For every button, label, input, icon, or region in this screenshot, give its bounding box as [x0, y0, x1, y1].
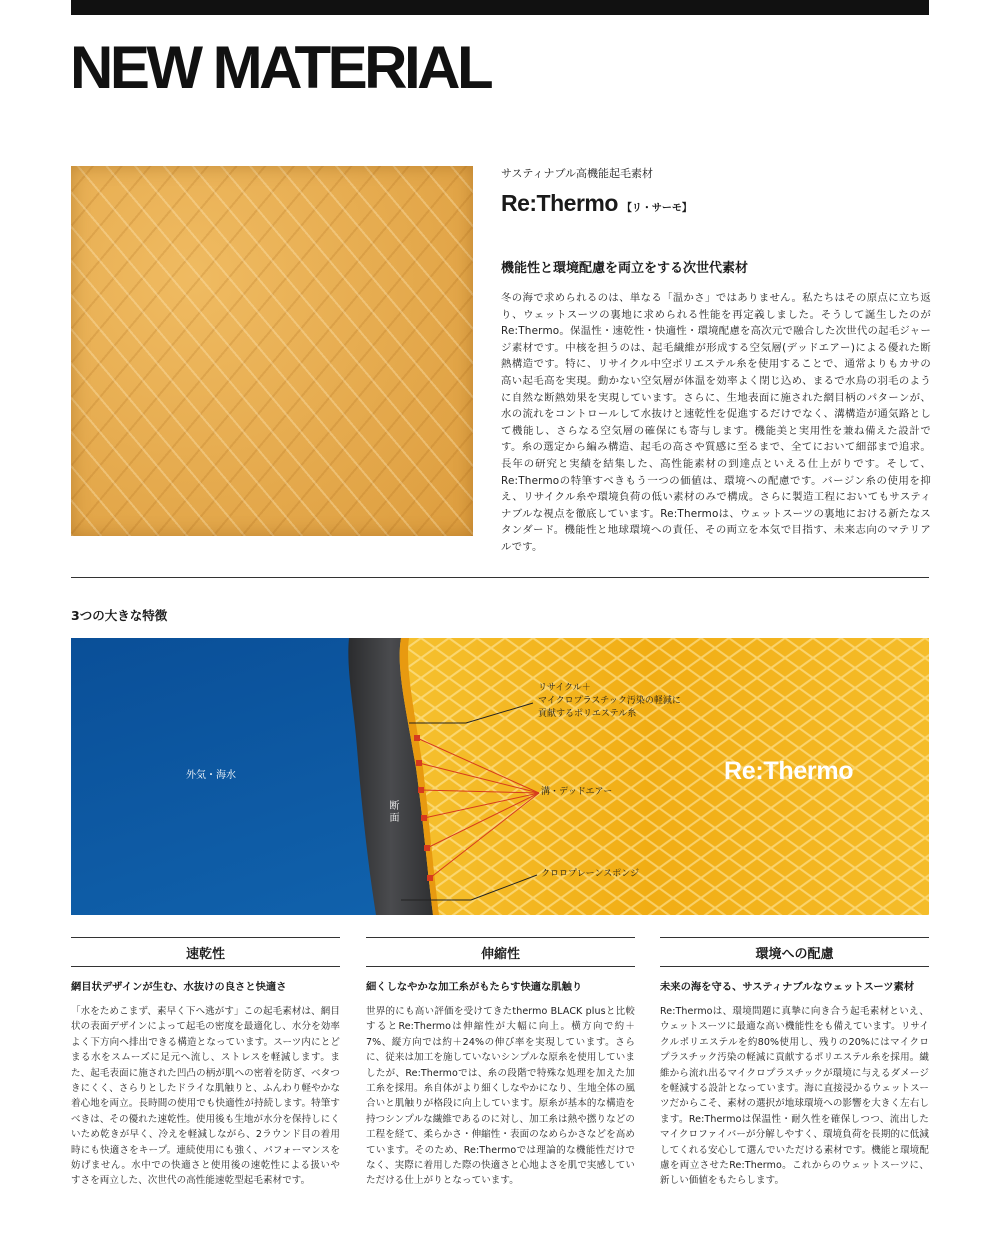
yarn-label-line1: リサイクル＋: [538, 683, 591, 693]
feature-column-eco: [660, 937, 929, 1189]
feature-title: 速乾性: [71, 937, 340, 967]
section-divider: [71, 577, 929, 578]
cross-section-diagram: [71, 638, 929, 915]
page-title: NEW MATERIAL: [70, 34, 491, 101]
feature-column-stretch: [366, 937, 635, 1189]
intro-heading: 機能性と環境配慮を両立をする次世代素材: [501, 261, 749, 276]
sponge-label: クロロプレーンスポンジ: [541, 869, 639, 879]
intro-body: 冬の海で求められるのは、単なる「温かさ」ではありません。私たちはその原点に立ち返り、ウェットスーツの裏地に求められる性能を再定義しました。そうして誕生したのがRe:Thermo。保温性・速乾性・快適性・環境配慮を高次元で融合した次世代の起毛ジャージ素材です。中核を担うのは、起毛繊維が形成する空気層(デッドエアー)による優れた断熱構造です。特に、リサイクル中空ポリエステル糸を使用することで、通常よりもカサの高い起毛高を実現。動かない空気層が体温を効率よく閉じ込め、まるで水鳥の羽毛のように自然な断熱効果を実現しています。さらに、生地表面に施された網目柄のパターンが、水の流れをコントロールして水抜けと速乾性を促進するだけでなく、溝構造が通気路として機能し、さらなる空気層の確保にも寄与します。機能美と実用性を兼ね備えた設計です。糸の選定から編み構造、起毛の高さや質感に至るまで、全てにおいて細部まで追求。長年の研究と実績を結集した、高性能素材の到達点といえる仕上がりです。そして、Re:Thermoの特筆すべきもう一つの価値は、環境への配慮です。バージン糸の使用を抑え、リサイクル糸や環境負荷の低い素材のみで構成。さらに製造工程においてもサスティナブルな視点を徹底しています。Re:Thermoは、ウェットスーツの裏地における新たなスタンダード。機能性と地球環境への責任、その両立を本気で目指す、未来志向のマテリアルです。: [501, 292, 931, 553]
outside-water-label: 外気・海水: [186, 770, 236, 781]
top-bar: [71, 0, 929, 15]
feature-title: 伸縮性: [366, 937, 635, 967]
diagram-brand-label: Re:Thermo: [724, 757, 854, 785]
material-swatch-image: [71, 166, 473, 536]
feature-column-quick-dry: [71, 937, 340, 1189]
brand-reading: 【リ・サーモ】: [621, 203, 692, 214]
yarn-label-line2: マイクロプラスチック汚染の軽減に: [538, 696, 681, 706]
feature-subtitle: 細くしなやかな加工糸がもたらす快適な肌触り: [366, 981, 583, 993]
yarn-label-line3: 貢献するポリエステル糸: [538, 709, 637, 719]
feature-body: 世界的にも高い評価を受けてきたthermo BLACK plusと比較するとRe:Thermoは伸縮性が大幅に向上。横方向で約＋7%、縦方向では約＋24%の伸び率を実現しています。さらに、従来は加工を施していないシンプルな原糸を使用していましたが、Re:Thermoでは、糸の段階で特殊な処理を加えた加工糸を採用。糸自体がより細くしなやかになり、生地全体の風合いと肌触りが格段に向上しています。原糸が基本的な構造を持つシンプルな繊維であるのに対し、加工糸は熱や撚りなどの工程を経て、柔らかさ・伸縮性・表面のなめらかさなどを高めています。そのため、Re:Thermoでは理論的な機能性だけでなく、実際に着用した際の快適さと心地よさを肌で実感していただける仕上がりとなっています。: [366, 1006, 635, 1187]
feature-subtitle: 未来の海を守る、サスティナブルなウェットスーツ素材: [660, 981, 915, 993]
intro-kicker: サスティナブル高機能起毛素材: [501, 167, 654, 180]
features-heading: 3つの大きな特徴: [71, 608, 168, 623]
yarn-label: [538, 682, 681, 721]
brand-line: [501, 190, 931, 220]
feature-title: 環境への配慮: [660, 937, 929, 967]
groove-deadair-label: 溝・デッドエアー: [541, 787, 613, 797]
intro-section: [501, 166, 931, 556]
section-label: 断面: [387, 800, 398, 824]
brand-name: Re:Thermo: [501, 190, 618, 216]
feature-subtitle: 網目状デザインが生む、水抜けの良さと快適さ: [71, 981, 287, 993]
feature-body: Re:Thermoは、環境問題に真摯に向き合う起毛素材といえ、ウェットスーツに最適な高い機能性をも備えています。リサイクルポリエステルを約80%使用し、残りの20%にはマイクロプラスチック汚染の軽減に貢献するポリエステル糸を採用。繊維から流れ出るマイクロプラスチックが環境に与えるダメージを軽減する設計となっています。海に直接浸かるウェットスーツだからこそ、素材の選択が地球環境への影響を大きく左右します。Re:Thermoは保温性・耐久性を確保しつつ、流出したマイクロファイバーが分解しやすく、環境負荷を長期的に低減してくれる安心して選んでいただける素材です。機能と環境配慮を両立させたRe:Thermo。これからのウェットスーツに、新しい価値をもたらします。: [660, 1006, 929, 1187]
feature-body: 「水をためこまず、素早く下へ逃がす」この起毛素材は、網目状の表面デザインによって起毛の密度を最適化し、水分を効率よく下方向へ排出できる構造となっています。スーツ内にとどまる水をスムーズに足元へ流し、ストレスを軽減します。また、起毛表面に施された凹凸の柄が肌への密着を防ぎ、ベタつきにくく、さらりとしたドライな肌触りと、ふんわり軽やかな着心地を両立。長時間の使用でも快適性が持続します。特筆すべきは、その優れた速乾性。使用後も生地が水分を保持しにくいため乾きが早く、冷えを軽減しながら、2ラウンド目の着用時にも快適さをキープ。連続使用にも強く、パフォーマンスを妨げません。水中での快適さと使用後の速乾性による扱いやすさを両立した、次世代の高性能速乾型起毛素材です。: [71, 1006, 340, 1187]
